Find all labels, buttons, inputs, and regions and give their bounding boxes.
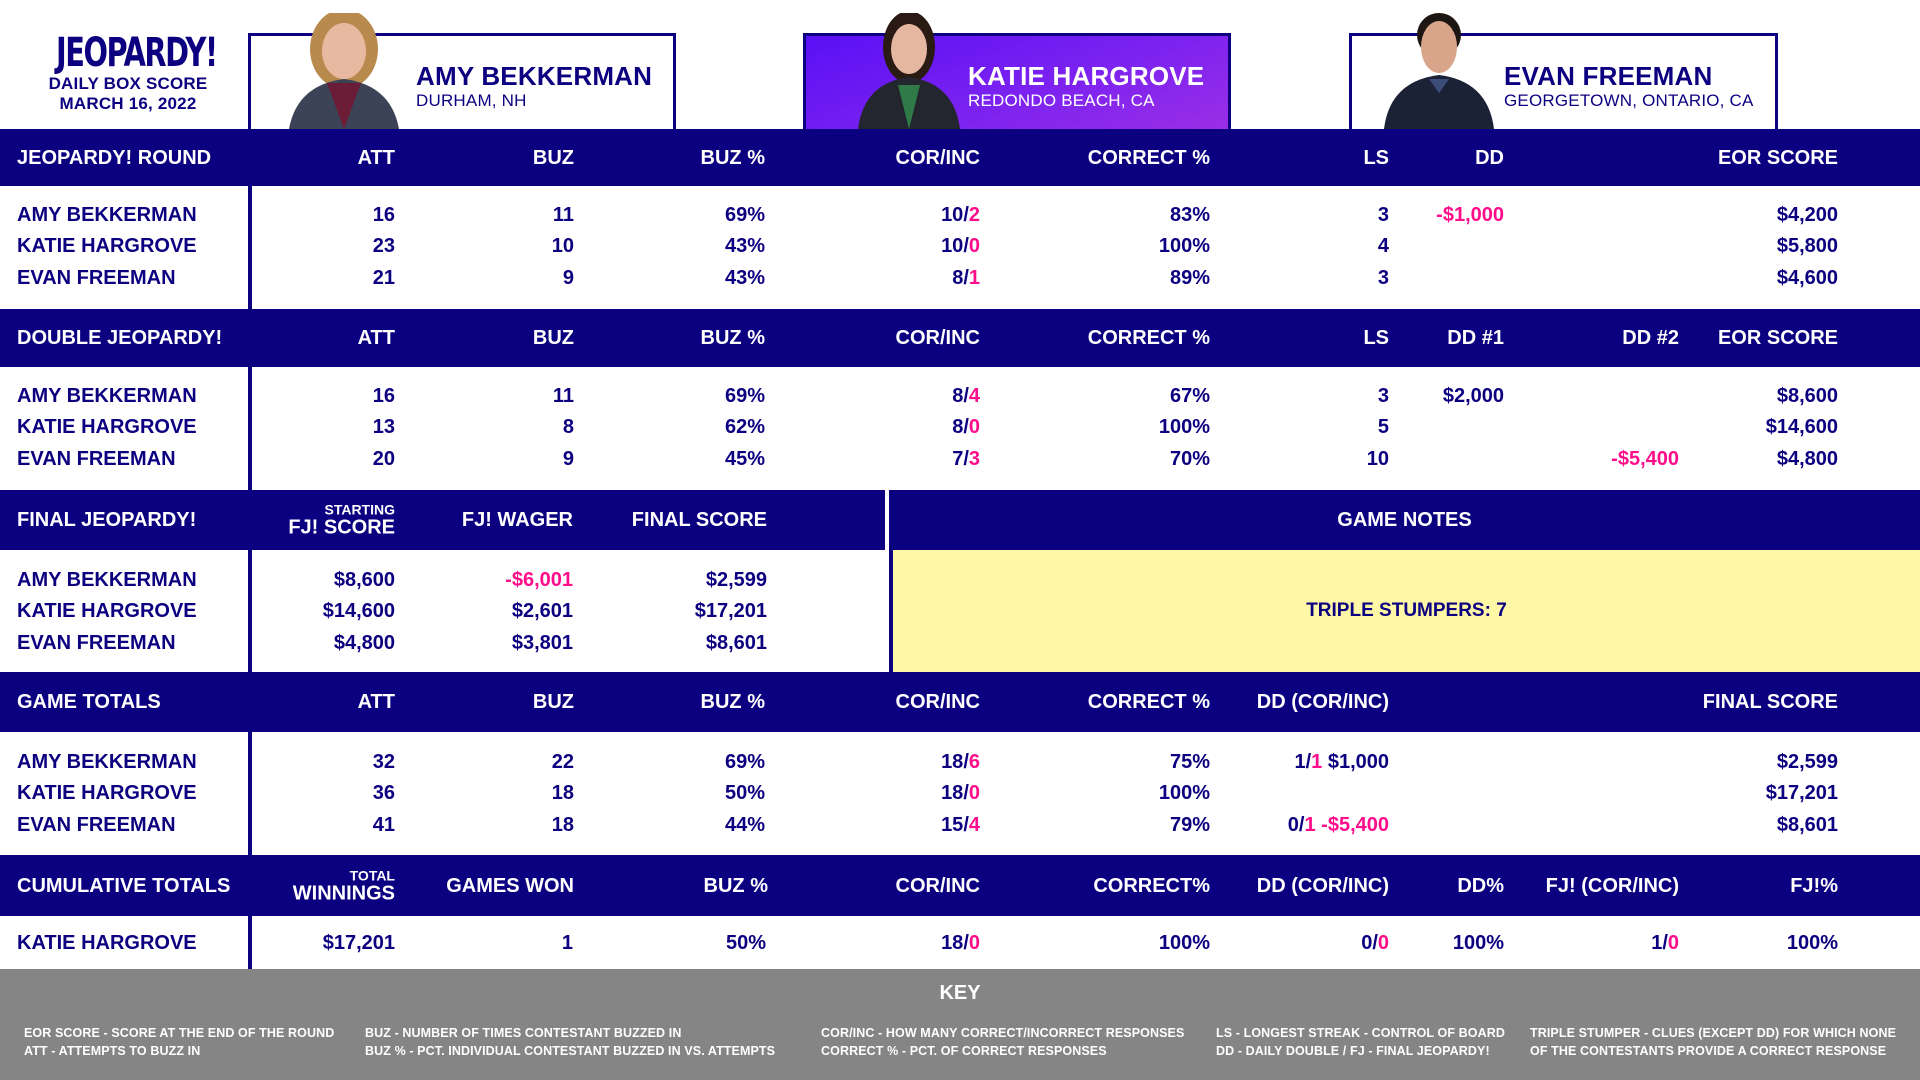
- section-title: DOUBLE JEOPARDY!: [17, 327, 223, 349]
- column-divider: [248, 916, 252, 969]
- legend-key: [0, 969, 1920, 1080]
- dd-value: -$1,000: [1436, 204, 1504, 226]
- col-correct-pct: CORRECT %: [1087, 146, 1210, 169]
- col-buz-pct: BUZ %: [700, 327, 765, 349]
- buz-value: 8: [562, 416, 574, 438]
- column-divider: [248, 186, 252, 309]
- col-games-won: GAMES WON: [446, 874, 574, 897]
- key-entry: EOR SCORE - SCORE AT THE END OF THE ROUND: [24, 1026, 335, 1040]
- contestant-name: KATIE HARGROVE: [968, 61, 1205, 91]
- starting-score-value: $4,800: [333, 632, 395, 654]
- buz-pct-value: 69%: [724, 751, 765, 773]
- buz-pct-value: 43%: [724, 267, 765, 289]
- col-starting-fj-score: STARTING FJ! SCORE: [288, 501, 395, 539]
- correct-pct-value: 70%: [1169, 448, 1210, 470]
- final-jeopardy-header: [0, 490, 885, 550]
- col-buz-pct: BUZ %: [703, 874, 768, 897]
- dd-cor-inc-value: 0/1 -$5,400: [1287, 814, 1389, 836]
- column-divider: [248, 732, 252, 855]
- contestant-portrait-icon: [844, 13, 974, 129]
- ls-value: 3: [1377, 385, 1389, 407]
- key-entry: TRIPLE STUMPER - CLUES (EXCEPT DD) FOR WHICH NONE: [1530, 1026, 1897, 1040]
- buz-pct-value: 45%: [724, 448, 765, 470]
- ls-value: 4: [1377, 235, 1389, 257]
- cor-inc-value: 18/0: [941, 782, 980, 804]
- dd1-value: $2,000: [1442, 385, 1504, 407]
- eor-value: $4,600: [1776, 267, 1838, 289]
- col-fj-pct: FJ!%: [1790, 874, 1838, 897]
- contestant-card-amy: [248, 33, 676, 129]
- buz-pct-value: 50%: [724, 782, 765, 804]
- dd-cor-inc-value: 0/0: [1361, 932, 1389, 954]
- ls-value: 3: [1377, 204, 1389, 226]
- contestant-portrait-icon: [279, 13, 409, 129]
- key-title: KEY: [939, 982, 981, 1004]
- cor-inc-value: 8/0: [952, 416, 980, 438]
- buz-value: 9: [562, 267, 574, 289]
- buz-value: 18: [551, 814, 574, 836]
- buz-value: 11: [552, 385, 574, 407]
- games-won-value: 1: [561, 932, 573, 954]
- final-score-value: $8,601: [705, 632, 767, 654]
- game-totals-header: [0, 672, 1920, 732]
- contestant-hometown: REDONDO BEACH, CA: [968, 91, 1155, 110]
- ls-value: 5: [1377, 416, 1389, 438]
- box-score-subtitle: DAILY BOX SCORE: [48, 74, 208, 93]
- correct-pct-value: 83%: [1169, 204, 1210, 226]
- contestant-name: AMY BEKKERMAN: [416, 61, 653, 91]
- cor-inc-value: 10/0: [941, 235, 980, 257]
- att-value: 36: [372, 782, 395, 804]
- key-column: [821, 1024, 1184, 1060]
- correct-pct-value: 100%: [1158, 782, 1210, 804]
- col-total-winnings: TOTAL WINNINGS: [292, 867, 395, 904]
- col-buz-pct: BUZ %: [700, 691, 765, 713]
- buz-value: 18: [551, 782, 574, 804]
- cor-inc-value: 7/3: [952, 448, 980, 470]
- buz-value: 9: [562, 448, 574, 470]
- correct-pct-value: 67%: [1169, 385, 1210, 407]
- att-value: 21: [372, 267, 395, 289]
- col-eor-score: EOR SCORE: [1717, 327, 1838, 349]
- key-entry: OF THE CONTESTANTS PROVIDE A CORRECT RESPONSE: [1530, 1044, 1887, 1058]
- double-jeopardy-body: [0, 367, 1920, 490]
- dd-cor-inc-value: 1/1 $1,000: [1294, 751, 1389, 773]
- col-buz: BUZ: [532, 691, 574, 713]
- fj-pct-value: 100%: [1786, 932, 1838, 954]
- key-entry: ATT - ATTEMPTS TO BUZZ IN: [24, 1044, 201, 1058]
- eor-value: $8,600: [1776, 385, 1838, 407]
- ls-value: 3: [1377, 267, 1389, 289]
- section-title: FINAL JEOPARDY!: [17, 509, 197, 531]
- att-value: 13: [372, 416, 395, 438]
- column-divider: [248, 550, 252, 672]
- section-title: JEOPARDY! ROUND: [17, 146, 212, 169]
- col-buz: BUZ: [532, 327, 574, 349]
- winnings-value: $17,201: [322, 932, 395, 954]
- correct-pct-value: 100%: [1158, 932, 1210, 954]
- cor-inc-value: 18/6: [941, 751, 980, 773]
- att-value: 32: [372, 751, 395, 773]
- correct-pct-value: 75%: [1169, 751, 1210, 773]
- col-att: ATT: [357, 691, 395, 713]
- key-column: [1216, 1024, 1505, 1060]
- buz-value: 22: [551, 751, 574, 773]
- col-dd2: DD #2: [1622, 327, 1679, 349]
- eor-value: $4,800: [1776, 448, 1838, 470]
- col-ls: LS: [1363, 146, 1389, 169]
- key-entry: LS - LONGEST STREAK - CONTROL OF BOARD: [1216, 1026, 1505, 1040]
- game-notes-header: [889, 490, 1920, 550]
- cor-inc-value: 18/0: [941, 932, 980, 954]
- buz-pct-value: 44%: [724, 814, 765, 836]
- final-score-value: $2,599: [1776, 751, 1838, 773]
- buz-value: 11: [552, 204, 574, 226]
- player-name: EVAN FREEMAN: [17, 267, 176, 289]
- correct-pct-value: 100%: [1158, 235, 1210, 257]
- col-cor-inc: COR/INC: [895, 874, 980, 897]
- jeopardy-round-header: [0, 129, 1920, 186]
- col-att: ATT: [357, 146, 395, 169]
- key-entry: BUZ - NUMBER OF TIMES CONTESTANT BUZZED IN: [365, 1026, 682, 1040]
- col-dd-cor-inc: DD (COR/INC): [1256, 691, 1389, 713]
- contestant-hometown: DURHAM, NH: [416, 91, 527, 110]
- player-name: AMY BEKKERMAN: [17, 204, 197, 226]
- final-jeopardy-body: [0, 550, 889, 672]
- player-name: KATIE HARGROVE: [17, 235, 197, 257]
- cor-inc-value: 8/1: [952, 267, 980, 289]
- triple-stumpers-note: TRIPLE STUMPERS: 7: [1306, 600, 1507, 621]
- buz-pct-value: 50%: [725, 932, 766, 954]
- player-name: KATIE HARGROVE: [17, 932, 197, 954]
- jeopardy-logo: JEOPARDY!: [56, 30, 217, 76]
- buz-pct-value: 69%: [724, 385, 765, 407]
- player-name: KATIE HARGROVE: [17, 600, 197, 622]
- col-dd1: DD #1: [1447, 327, 1504, 349]
- buz-pct-value: 69%: [724, 204, 765, 226]
- dd-pct-value: 100%: [1452, 932, 1504, 954]
- wager-value: -$6,001: [505, 569, 573, 591]
- contestant-hometown: GEORGETOWN, ONTARIO, CA: [1504, 91, 1754, 110]
- att-value: 41: [372, 814, 395, 836]
- final-score-value: $2,599: [705, 569, 767, 591]
- contestant-name: EVAN FREEMAN: [1504, 61, 1713, 91]
- eor-value: $14,600: [1765, 416, 1838, 438]
- player-name: EVAN FREEMAN: [17, 814, 176, 836]
- col-att: ATT: [357, 327, 395, 349]
- col-correct-pct: CORRECT %: [1087, 691, 1210, 713]
- buz-pct-value: 43%: [724, 235, 765, 257]
- section-title: CUMULATIVE TOTALS: [17, 874, 231, 897]
- contestant-card-evan: [1349, 33, 1778, 129]
- att-value: 16: [372, 385, 395, 407]
- cumulative-totals-header: [0, 855, 1920, 916]
- cor-inc-value: 15/4: [941, 814, 980, 836]
- player-name: AMY BEKKERMAN: [17, 751, 197, 773]
- player-name: EVAN FREEMAN: [17, 448, 176, 470]
- att-value: 23: [372, 235, 395, 257]
- col-dd-cor-inc: DD (COR/INC): [1256, 874, 1389, 897]
- key-column: [1530, 1024, 1896, 1060]
- player-name: KATIE HARGROVE: [17, 416, 197, 438]
- key-entry: BUZ % - PCT. INDIVIDUAL CONTESTANT BUZZED IN VS. ATTEMPTS: [365, 1044, 776, 1058]
- ls-value: 10: [1366, 448, 1389, 470]
- col-ls: LS: [1363, 327, 1389, 349]
- final-score-value: $17,201: [694, 600, 767, 622]
- cumulative-totals-body: [0, 916, 1920, 969]
- player-name: KATIE HARGROVE: [17, 782, 197, 804]
- dd2-value: -$5,400: [1611, 448, 1679, 470]
- col-eor-score: EOR SCORE: [1717, 146, 1838, 169]
- eor-value: $4,200: [1776, 204, 1838, 226]
- col-fj-wager: FJ! WAGER: [461, 509, 573, 531]
- game-totals-body: [0, 732, 1920, 855]
- col-cor-inc: COR/INC: [895, 146, 980, 169]
- key-column: [24, 1024, 334, 1060]
- col-fj-cor-inc: FJ! (COR/INC): [1545, 874, 1679, 897]
- col-buz: BUZ: [532, 146, 574, 169]
- wager-value: $2,601: [511, 600, 573, 622]
- section-title: GAME TOTALS: [17, 691, 161, 713]
- game-date: MARCH 16, 2022: [59, 94, 197, 113]
- col-correct-pct: CORRECT %: [1087, 327, 1210, 349]
- starting-score-value: $8,600: [333, 569, 395, 591]
- att-value: 16: [372, 204, 395, 226]
- cor-inc-value: 8/4: [952, 385, 980, 407]
- key-entry: COR/INC - HOW MANY CORRECT/INCORRECT RESPONSES: [821, 1026, 1185, 1040]
- fj-cor-inc-value: 1/0: [1651, 932, 1679, 954]
- col-dd-pct: DD%: [1457, 874, 1504, 897]
- col-dd: DD: [1475, 146, 1504, 169]
- eor-value: $5,800: [1776, 235, 1838, 257]
- box-score-logo: [28, 32, 228, 114]
- player-name: EVAN FREEMAN: [17, 632, 176, 654]
- contestant-portrait-icon: [1374, 13, 1504, 129]
- contestant-card-katie: [803, 33, 1231, 129]
- final-score-value: $17,201: [1765, 782, 1838, 804]
- col-correct-pct: CORRECT%: [1093, 874, 1210, 897]
- player-name: AMY BEKKERMAN: [17, 569, 197, 591]
- att-value: 20: [372, 448, 395, 470]
- game-notes-panel: [889, 550, 1920, 672]
- col-buz-pct: BUZ %: [700, 146, 765, 169]
- game-notes-title: GAME NOTES: [1337, 509, 1472, 531]
- col-cor-inc: COR/INC: [895, 691, 980, 713]
- correct-pct-value: 100%: [1158, 416, 1210, 438]
- buz-pct-value: 62%: [724, 416, 765, 438]
- final-score-value: $8,601: [1776, 814, 1838, 836]
- col-final-score: FINAL SCORE: [631, 509, 767, 531]
- cor-inc-value: 10/2: [941, 204, 980, 226]
- key-entry: DD - DAILY DOUBLE / FJ - FINAL JEOPARDY!: [1216, 1044, 1490, 1058]
- col-cor-inc: COR/INC: [895, 327, 980, 349]
- wager-value: $3,801: [511, 632, 573, 654]
- starting-score-value: $14,600: [322, 600, 395, 622]
- col-final-score: FINAL SCORE: [1702, 691, 1838, 713]
- column-divider: [248, 367, 252, 490]
- player-name: AMY BEKKERMAN: [17, 385, 197, 407]
- jeopardy-round-body: [0, 186, 1920, 309]
- correct-pct-value: 79%: [1169, 814, 1210, 836]
- key-column: [365, 1024, 775, 1060]
- key-entry: CORRECT % - PCT. OF CORRECT RESPONSES: [821, 1044, 1107, 1058]
- correct-pct-value: 89%: [1169, 267, 1210, 289]
- double-jeopardy-header: [0, 309, 1920, 367]
- buz-value: 10: [551, 235, 574, 257]
